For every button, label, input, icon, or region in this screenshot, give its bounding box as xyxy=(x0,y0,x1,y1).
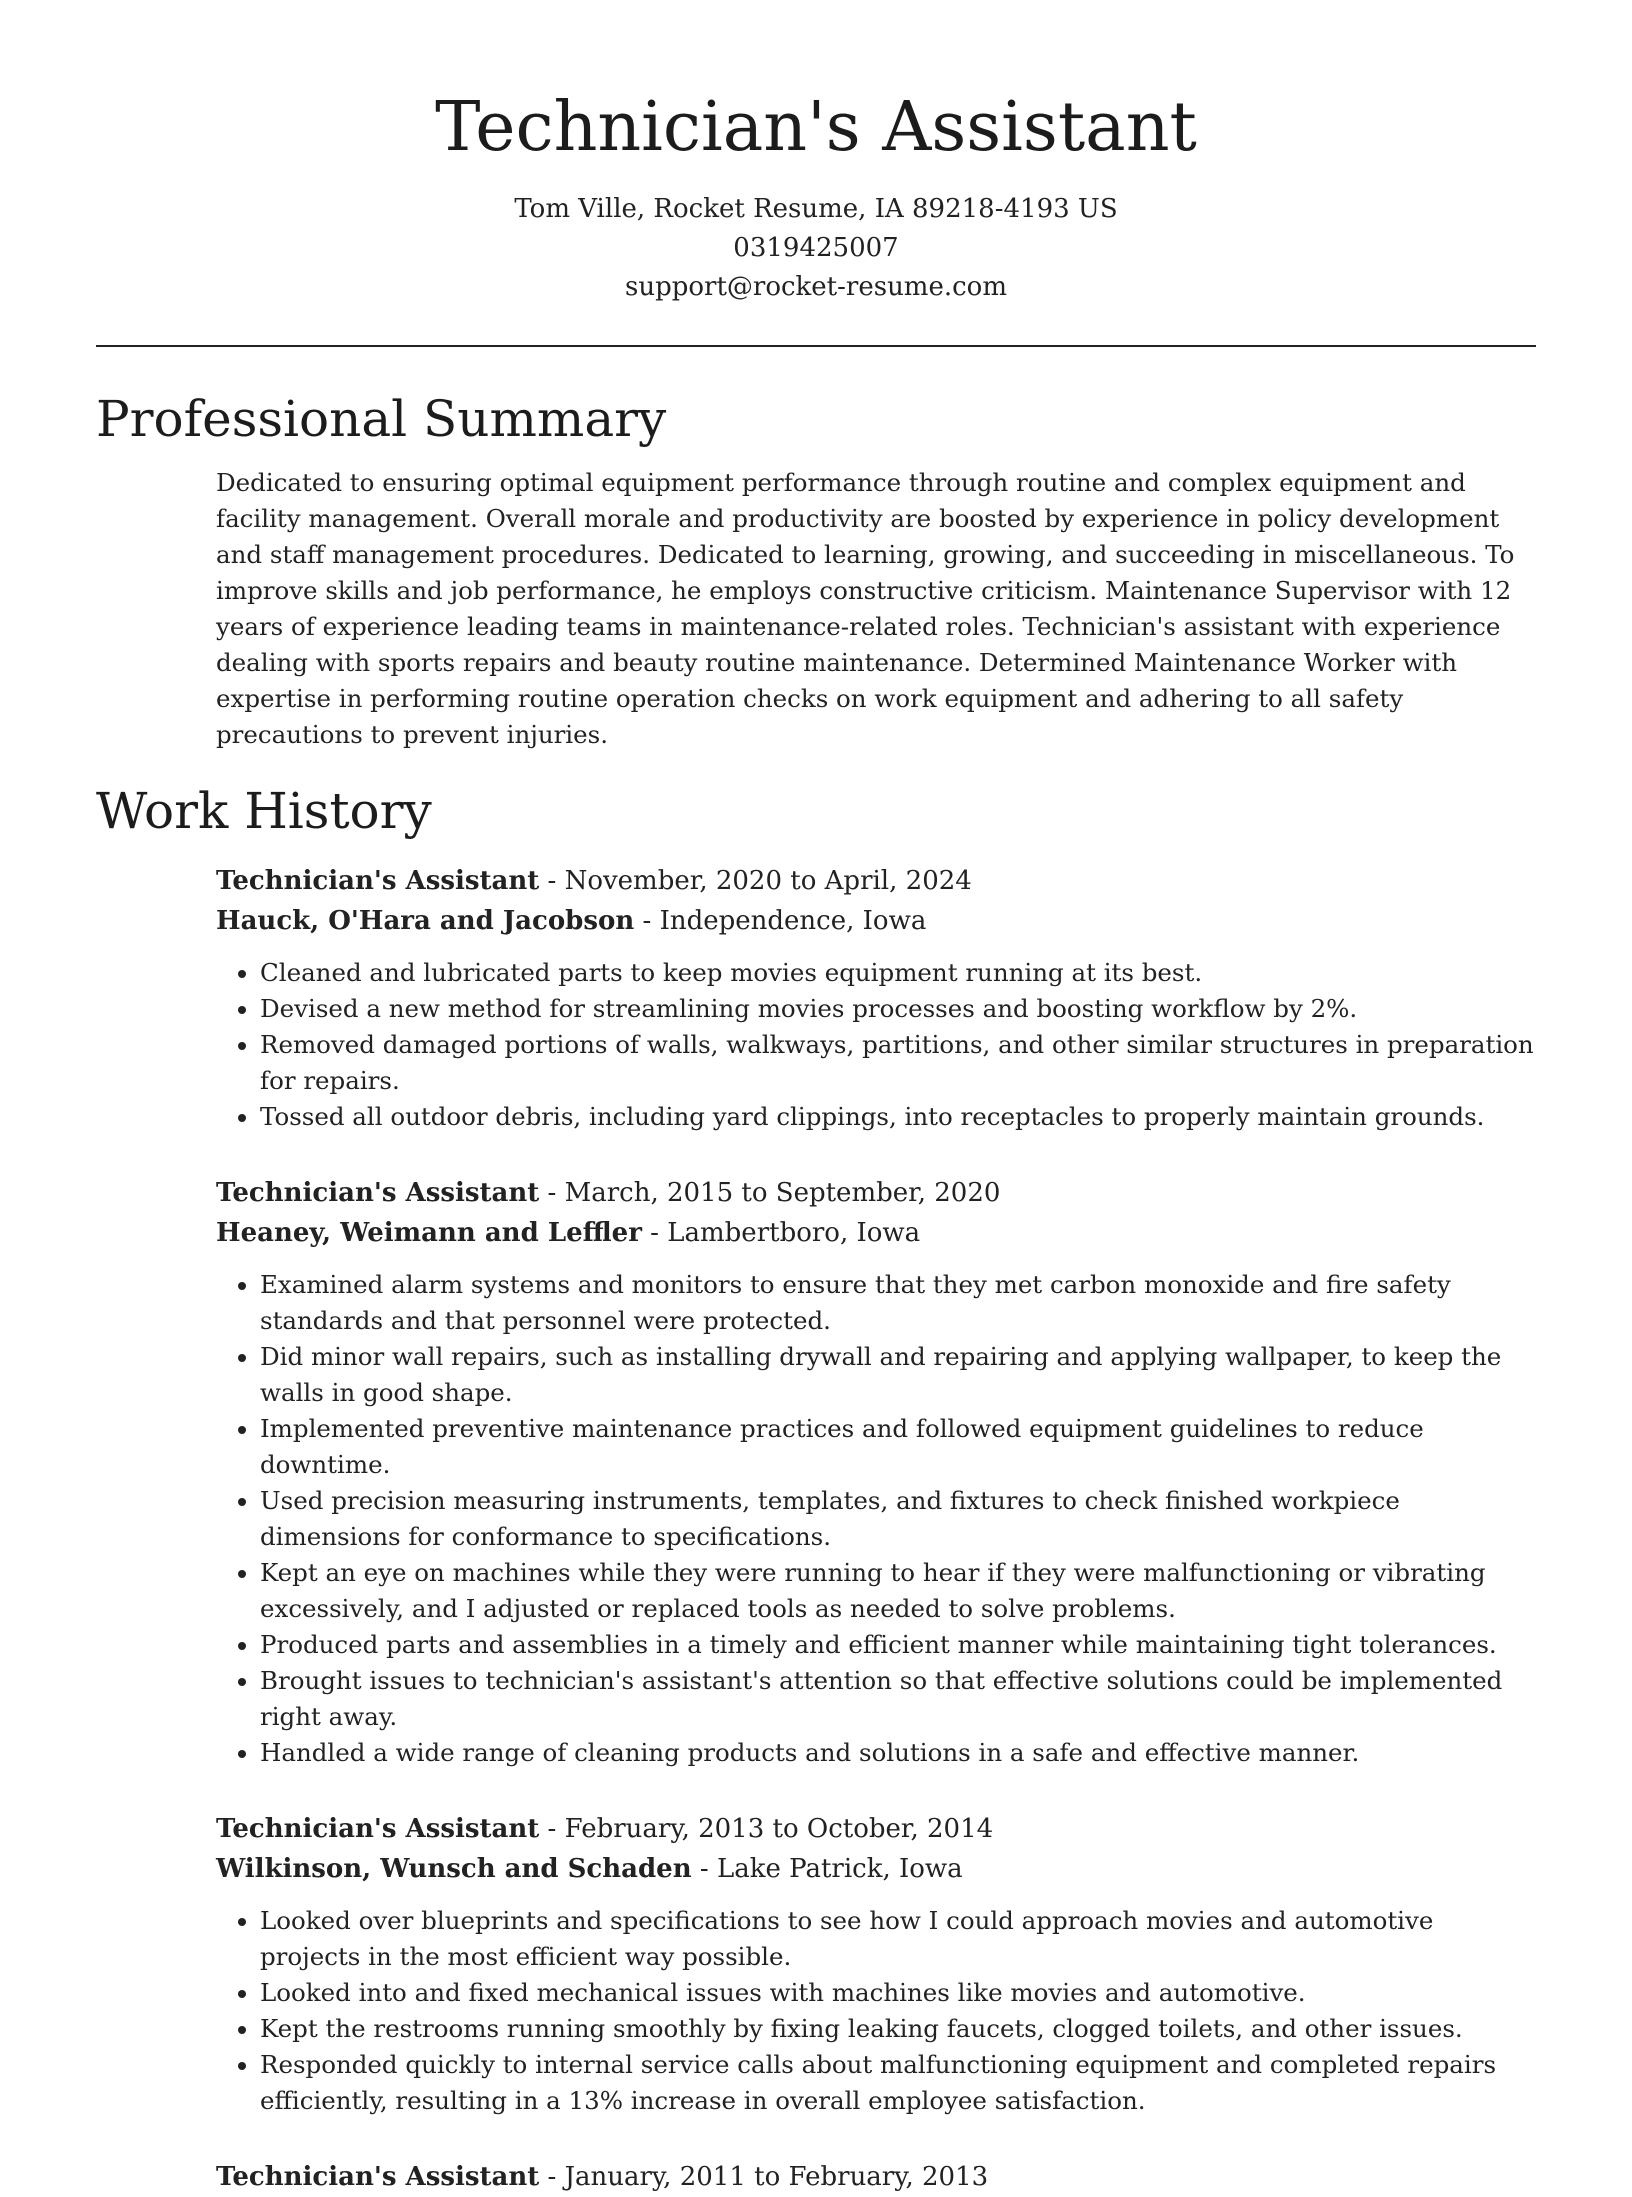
list-item: • Devised a new method for streamlining movies processes and boosting workflow by 2%. xyxy=(260,991,1536,1027)
contact-block xyxy=(96,190,1536,307)
job-dates: - November, 2020 to April, 2024 xyxy=(539,866,972,896)
job-entry-3 xyxy=(216,1809,1536,2119)
contact-phone: 0319425007 xyxy=(733,233,899,263)
job-company: Hauck, O'Hara and Jacobson xyxy=(216,906,635,936)
job-title-line xyxy=(216,2157,1536,2197)
list-item: • Did minor wall repairs, such as installing drywall and repairing and applying wallpaper, to keep the walls in good shape. xyxy=(260,1339,1536,1411)
job-entry-1 xyxy=(216,861,1536,1135)
job-entry-2 xyxy=(216,1173,1536,1771)
job-company-line xyxy=(216,1213,1536,1253)
summary-section xyxy=(216,465,1536,753)
list-item: • Produced parts and assemblies in a timely and efficient manner while maintaining tight tolerances. xyxy=(260,1627,1536,1663)
job-title-line xyxy=(216,1173,1536,1213)
resume-header xyxy=(96,0,1536,307)
job-bullets xyxy=(216,1903,1536,2119)
list-item: • Cleaned and lubricated parts to keep movies equipment running at its best. xyxy=(260,955,1536,991)
work-history-title: Work History xyxy=(96,782,432,840)
job-company-line xyxy=(216,1849,1536,1889)
list-item: • Examined alarm systems and monitors to ensure that they met carbon monoxide and fire safety standards and that personnel were protected. xyxy=(260,1267,1536,1339)
list-item: • Looked into and fixed mechanical issues with machines like movies and automotive. xyxy=(260,1975,1536,2011)
job-role: Technician's Assistant xyxy=(216,2162,540,2192)
resume-page xyxy=(96,0,1536,2197)
list-item: • Used precision measuring instruments, templates, and fixtures to check finished workpiece dimensions for conformance to specifications. xyxy=(260,1483,1536,1555)
summary-text: Dedicated to ensuring optimal equipment performance through routine and complex equipment and facility management. Overall morale and productivity are boosted by experience in policy development and staff management procedures. Dedicated to learning, growing, and succeeding in miscellaneous. To improve skills and job performance, he employs constructive criticism. Maintenance Supervisor with 12 years of experience leading teams in maintenance-related roles. Technician's assistant with experience dealing with sports repairs and beauty routine maintenance. Determined Maintenance Worker with expertise in performing routine operation checks on work equipment and adhering to all safety precautions to prevent injuries. xyxy=(216,468,1515,749)
job-dates: - January, 2011 to February, 2013 xyxy=(539,2162,989,2192)
job-title-line xyxy=(216,1809,1536,1849)
job-title-line xyxy=(216,861,1536,901)
list-item: • Handled a wide range of cleaning products and solutions in a safe and effective manner. xyxy=(260,1735,1536,1771)
job-bullets xyxy=(216,955,1536,1135)
list-item: • Kept the restrooms running smoothly by fixing leaking faucets, clogged toilets, and other issues. xyxy=(260,2011,1536,2047)
job-location: - Lambertboro, Iowa xyxy=(641,1218,921,1248)
list-item: • Tossed all outdoor debris, including yard clippings, into receptacles to properly maintain grounds. xyxy=(260,1099,1536,1135)
list-item: • Looked over blueprints and specifications to see how I could approach movies and automotive projects in the most efficient way possible. xyxy=(260,1903,1536,1975)
job-dates: - March, 2015 to September, 2020 xyxy=(539,1178,1001,1208)
job-location: - Independence, Iowa xyxy=(634,906,927,936)
job-role: Technician's Assistant xyxy=(216,866,540,896)
job-role: Technician's Assistant xyxy=(216,1178,540,1208)
contact-address: Tom Ville, Rocket Resume, IA 89218-4193 US xyxy=(514,194,1118,224)
job-company: Wilkinson, Wunsch and Schaden xyxy=(216,1854,692,1884)
job-role: Technician's Assistant xyxy=(216,1814,540,1844)
list-item: • Responded quickly to internal service calls about malfunctioning equipment and completed repairs efficiently, resulting in a 13% increase in overall employee satisfaction. xyxy=(260,2047,1536,2119)
header-divider xyxy=(96,345,1536,347)
job-company-line xyxy=(216,901,1536,941)
job-entry-4 xyxy=(216,2157,1536,2197)
job-dates: - February, 2013 to October, 2014 xyxy=(539,1814,994,1844)
list-item: • Brought issues to technician's assistant's attention so that effective solutions could be implemented right away. xyxy=(260,1663,1536,1735)
contact-email: support@rocket-resume.com xyxy=(624,272,1007,302)
job-company: Heaney, Weimann and Leffler xyxy=(216,1218,642,1248)
job-location: - Lake Patrick, Iowa xyxy=(691,1854,963,1884)
work-history-section xyxy=(216,861,1536,2197)
list-item: • Removed damaged portions of walls, walkways, partitions, and other similar structures in preparation for repairs. xyxy=(260,1027,1536,1099)
list-item: • Implemented preventive maintenance practices and followed equipment guidelines to reduce downtime. xyxy=(260,1411,1536,1483)
summary-title: Professional Summary xyxy=(96,390,667,448)
resume-name: Technician's Assistant xyxy=(435,88,1197,167)
job-bullets xyxy=(216,1267,1536,1771)
list-item: • Kept an eye on machines while they were running to hear if they were malfunctioning or vibrating excessively, and I adjusted or replaced tools as needed to solve problems. xyxy=(260,1555,1536,1627)
